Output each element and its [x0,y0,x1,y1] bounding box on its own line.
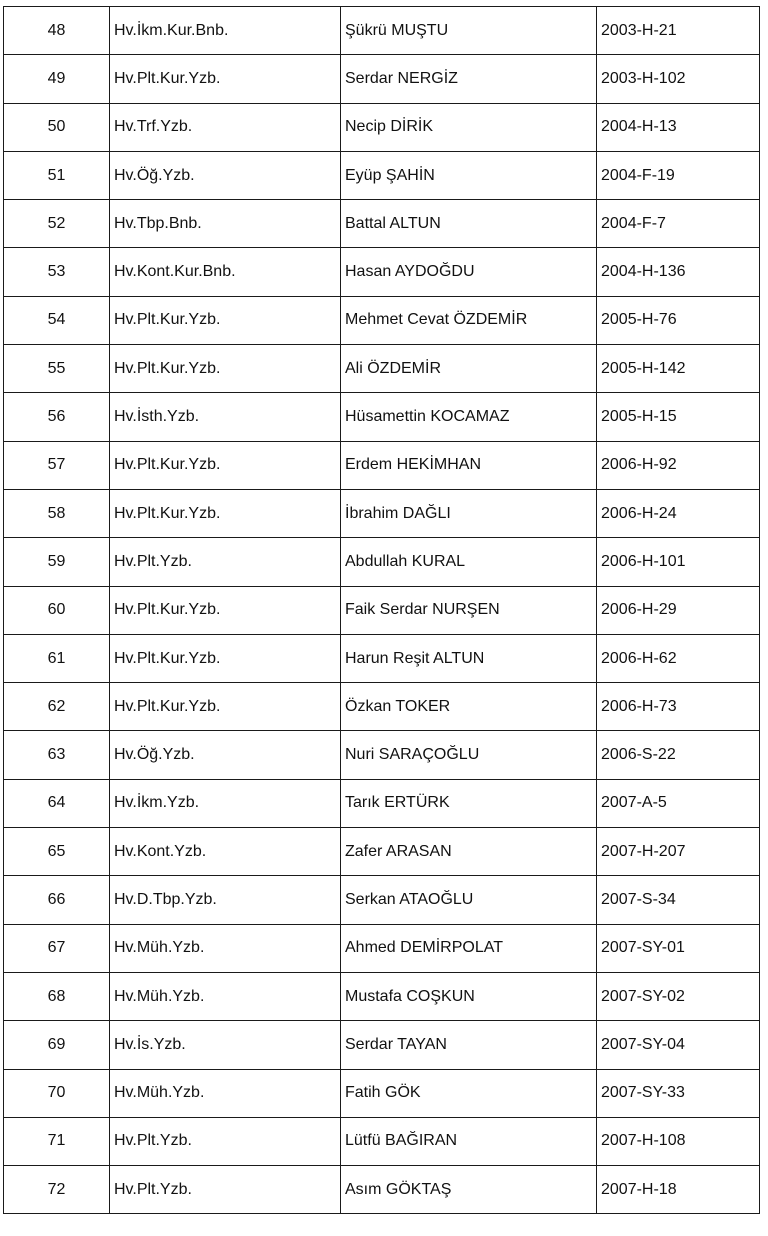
name-cell: Asım GÖKTAŞ [341,1166,597,1214]
row-number: 53 [4,248,110,296]
rank-cell: Hv.Öğ.Yzb. [110,151,341,199]
rank-cell: Hv.Plt.Yzb. [110,1117,341,1165]
table-row [4,489,760,537]
name-cell: Hüsamettin KOCAMAZ [341,393,597,441]
row-number: 48 [4,7,110,55]
registry-code-cell: 2004-F-7 [597,200,760,248]
name-cell: Harun Reşit ALTUN [341,634,597,682]
name-cell: Şükrü MUŞTU [341,7,597,55]
registry-code-cell: 2006-S-22 [597,731,760,779]
table-row [4,1021,760,1069]
row-number: 55 [4,345,110,393]
row-number: 66 [4,876,110,924]
name-cell: Lütfü BAĞIRAN [341,1117,597,1165]
registry-code-cell: 2003-H-21 [597,7,760,55]
name-cell: Serdar TAYAN [341,1021,597,1069]
name-cell: Hasan AYDOĞDU [341,248,597,296]
row-number: 56 [4,393,110,441]
rank-cell: Hv.Plt.Yzb. [110,538,341,586]
table-row [4,200,760,248]
table-row [4,586,760,634]
table-row [4,1166,760,1214]
row-number: 57 [4,441,110,489]
rank-cell: Hv.İkm.Yzb. [110,779,341,827]
registry-code-cell: 2004-H-13 [597,103,760,151]
rank-cell: Hv.Plt.Kur.Yzb. [110,55,341,103]
row-number: 52 [4,200,110,248]
name-cell: Özkan TOKER [341,683,597,731]
rank-cell: Hv.Plt.Kur.Yzb. [110,586,341,634]
rank-cell: Hv.Kont.Kur.Bnb. [110,248,341,296]
name-cell: Tarık ERTÜRK [341,779,597,827]
table-row [4,538,760,586]
registry-code-cell: 2007-SY-33 [597,1069,760,1117]
row-number: 49 [4,55,110,103]
registry-code-cell: 2007-SY-01 [597,924,760,972]
row-number: 62 [4,683,110,731]
rank-cell: Hv.Plt.Kur.Yzb. [110,296,341,344]
rank-cell: Hv.İkm.Kur.Bnb. [110,7,341,55]
registry-code-cell: 2006-H-73 [597,683,760,731]
name-cell: Serkan ATAOĞLU [341,876,597,924]
row-number: 58 [4,489,110,537]
registry-code-cell: 2007-A-5 [597,779,760,827]
row-number: 72 [4,1166,110,1214]
name-cell: Battal ALTUN [341,200,597,248]
table-row [4,7,760,55]
table-row [4,924,760,972]
rank-cell: Hv.Plt.Kur.Yzb. [110,489,341,537]
rank-cell: Hv.Müh.Yzb. [110,924,341,972]
row-number: 59 [4,538,110,586]
table-row [4,1117,760,1165]
row-number: 67 [4,924,110,972]
table-row [4,876,760,924]
row-number: 50 [4,103,110,151]
rank-cell: Hv.Plt.Kur.Yzb. [110,683,341,731]
registry-code-cell: 2005-H-76 [597,296,760,344]
name-cell: Fatih GÖK [341,1069,597,1117]
table-row [4,972,760,1020]
table-row [4,1069,760,1117]
rank-cell: Hv.Tbp.Bnb. [110,200,341,248]
registry-code-cell: 2006-H-62 [597,634,760,682]
row-number: 51 [4,151,110,199]
rank-cell: Hv.Kont.Yzb. [110,828,341,876]
name-cell: İbrahim DAĞLI [341,489,597,537]
registry-code-cell: 2004-F-19 [597,151,760,199]
personnel-table-body [4,7,760,1214]
registry-code-cell: 2007-H-18 [597,1166,760,1214]
rank-cell: Hv.Plt.Yzb. [110,1166,341,1214]
name-cell: Abdullah KURAL [341,538,597,586]
table-row [4,248,760,296]
row-number: 64 [4,779,110,827]
registry-code-cell: 2007-S-34 [597,876,760,924]
row-number: 63 [4,731,110,779]
registry-code-cell: 2006-H-92 [597,441,760,489]
registry-code-cell: 2004-H-136 [597,248,760,296]
name-cell: Mehmet Cevat ÖZDEMİR [341,296,597,344]
registry-code-cell: 2005-H-142 [597,345,760,393]
rank-cell: Hv.Trf.Yzb. [110,103,341,151]
table-row [4,393,760,441]
registry-code-cell: 2007-SY-04 [597,1021,760,1069]
table-row [4,683,760,731]
name-cell: Nuri SARAÇOĞLU [341,731,597,779]
personnel-list-page [3,6,759,1214]
rank-cell: Hv.Plt.Kur.Yzb. [110,634,341,682]
row-number: 68 [4,972,110,1020]
name-cell: Serdar NERGİZ [341,55,597,103]
table-row [4,55,760,103]
row-number: 65 [4,828,110,876]
table-row [4,441,760,489]
registry-code-cell: 2006-H-101 [597,538,760,586]
table-row [4,345,760,393]
name-cell: Faik Serdar NURŞEN [341,586,597,634]
table-row [4,634,760,682]
rank-cell: Hv.İsth.Yzb. [110,393,341,441]
registry-code-cell: 2006-H-24 [597,489,760,537]
name-cell: Necip DİRİK [341,103,597,151]
row-number: 71 [4,1117,110,1165]
table-row [4,151,760,199]
rank-cell: Hv.İs.Yzb. [110,1021,341,1069]
row-number: 54 [4,296,110,344]
registry-code-cell: 2006-H-29 [597,586,760,634]
row-number: 61 [4,634,110,682]
table-row [4,103,760,151]
name-cell: Ali ÖZDEMİR [341,345,597,393]
registry-code-cell: 2003-H-102 [597,55,760,103]
name-cell: Mustafa COŞKUN [341,972,597,1020]
name-cell: Erdem HEKİMHAN [341,441,597,489]
table-row [4,828,760,876]
personnel-table [3,6,760,1214]
rank-cell: Hv.Öğ.Yzb. [110,731,341,779]
table-row [4,296,760,344]
table-row [4,731,760,779]
rank-cell: Hv.Plt.Kur.Yzb. [110,345,341,393]
registry-code-cell: 2005-H-15 [597,393,760,441]
registry-code-cell: 2007-SY-02 [597,972,760,1020]
rank-cell: Hv.Müh.Yzb. [110,972,341,1020]
rank-cell: Hv.Müh.Yzb. [110,1069,341,1117]
row-number: 60 [4,586,110,634]
registry-code-cell: 2007-H-108 [597,1117,760,1165]
table-row [4,779,760,827]
row-number: 70 [4,1069,110,1117]
rank-cell: Hv.Plt.Kur.Yzb. [110,441,341,489]
row-number: 69 [4,1021,110,1069]
name-cell: Eyüp ŞAHİN [341,151,597,199]
name-cell: Ahmed DEMİRPOLAT [341,924,597,972]
rank-cell: Hv.D.Tbp.Yzb. [110,876,341,924]
name-cell: Zafer ARASAN [341,828,597,876]
registry-code-cell: 2007-H-207 [597,828,760,876]
